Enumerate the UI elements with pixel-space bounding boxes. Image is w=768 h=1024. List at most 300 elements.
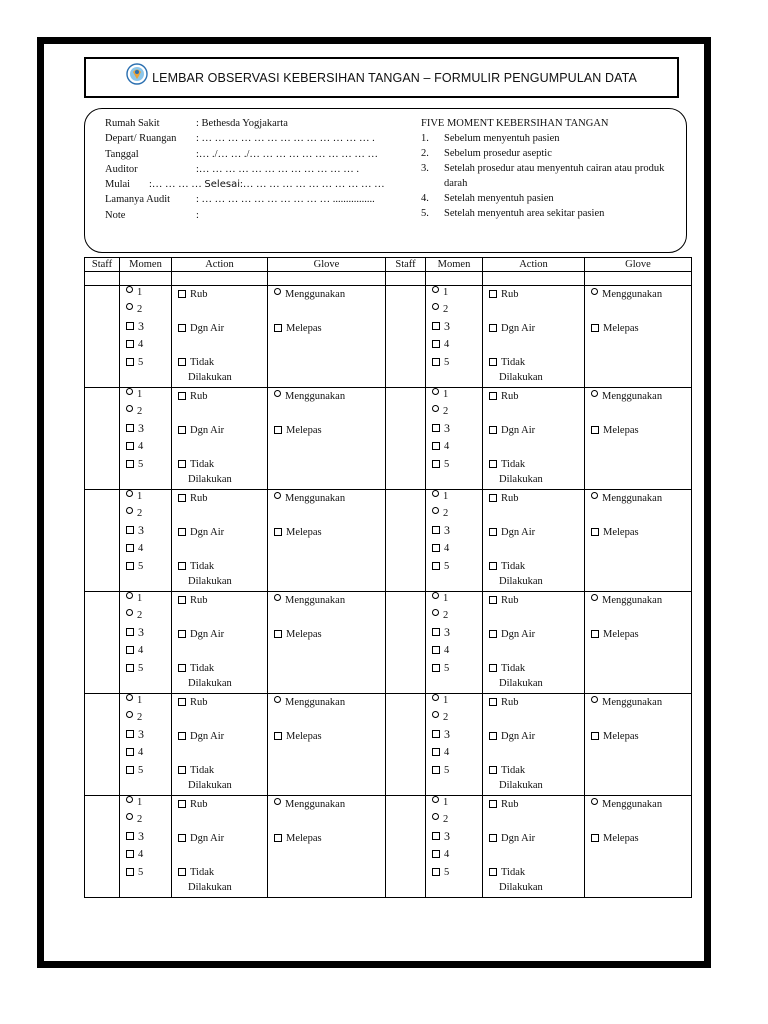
table-spacer-row: [85, 272, 692, 286]
momen-option-3[interactable]: 3: [126, 319, 144, 334]
checkbox-icon: [591, 426, 599, 434]
action-tidak-option[interactable]: Tidak: [489, 867, 525, 878]
momen-option-2[interactable]: 2: [126, 712, 142, 723]
momen-option-1[interactable]: 1: [432, 389, 448, 400]
checkbox-icon: [489, 698, 497, 706]
radio-icon: [432, 405, 439, 412]
radio-icon: [274, 288, 281, 295]
field-selesai[interactable]: :… … … … … … … … … … …: [239, 179, 385, 190]
checkbox-icon: [126, 664, 134, 672]
staff-cell[interactable]: [386, 694, 426, 796]
radio-icon: [432, 303, 439, 310]
radio-icon: [126, 388, 133, 395]
info-box: [84, 108, 687, 253]
action-cell: [483, 490, 585, 592]
label-mulai: Mulai: [105, 179, 131, 190]
checkbox-icon: [432, 562, 440, 570]
staff-cell[interactable]: [85, 592, 120, 694]
action-cell: [172, 592, 268, 694]
glove-use-option[interactable]: Menggunakan: [591, 289, 662, 300]
action-tidak-option[interactable]: Tidak: [178, 561, 214, 572]
momen-option-3[interactable]: 3: [432, 319, 450, 334]
momen-option-2[interactable]: 2: [432, 610, 448, 621]
radio-icon: [591, 798, 598, 805]
momen-option-5[interactable]: 5: [126, 357, 143, 368]
staff-cell[interactable]: [85, 286, 120, 388]
checkbox-icon: [489, 460, 497, 468]
checkbox-icon: [126, 526, 134, 534]
radio-icon: [591, 390, 598, 397]
action-cell: [172, 796, 268, 898]
checkbox-icon: [432, 868, 440, 876]
header-staff: Staff: [386, 258, 426, 272]
momen-option-2[interactable]: 2: [432, 508, 448, 519]
checkbox-icon: [126, 340, 134, 348]
momen-cell: [426, 388, 483, 490]
momen-option-4[interactable]: 4: [432, 645, 449, 656]
checkbox-icon: [126, 322, 134, 330]
momen-option-4[interactable]: 4: [432, 441, 449, 452]
checkbox-icon: [178, 698, 186, 706]
action-tidak-option[interactable]: Tidak: [178, 765, 214, 776]
checkbox-icon: [178, 562, 186, 570]
action-cell: [483, 694, 585, 796]
action-cell: [483, 388, 585, 490]
radio-icon: [274, 798, 281, 805]
radio-icon: [432, 694, 439, 701]
momen-option-2[interactable]: 2: [432, 304, 448, 315]
field-lamanya[interactable]: : … … … … … … … … … … ................: [196, 194, 375, 205]
momen-option-4[interactable]: 4: [126, 645, 143, 656]
glove-use-option[interactable]: Menggunakan: [591, 697, 662, 708]
action-air-option[interactable]: Dgn Air: [178, 323, 224, 334]
glove-use-option[interactable]: Menggunakan: [274, 289, 345, 300]
momen-option-3[interactable]: 3: [126, 727, 144, 742]
action-rub-option[interactable]: Rub: [489, 595, 519, 606]
field-note[interactable]: :: [196, 210, 199, 221]
glove-cell: [268, 796, 386, 898]
moment-item: 5. Setelah menyentuh area sekitar pasien: [421, 208, 605, 219]
momen-option-2[interactable]: 2: [126, 304, 142, 315]
action-rub-option[interactable]: Rub: [178, 289, 208, 300]
momen-option-2[interactable]: 2: [432, 406, 448, 417]
action-dilakukan-label: Dilakukan: [188, 474, 232, 485]
checkbox-icon: [489, 664, 497, 672]
glove-remove-option[interactable]: Melepas: [591, 833, 639, 844]
glove-use-option[interactable]: Menggunakan: [274, 391, 345, 402]
momen-option-5[interactable]: 5: [126, 765, 143, 776]
checkbox-icon: [432, 628, 440, 636]
staff-cell[interactable]: [386, 592, 426, 694]
glove-use-option[interactable]: Menggunakan: [591, 799, 662, 810]
momen-option-4[interactable]: 4: [126, 339, 143, 350]
checkbox-icon: [178, 868, 186, 876]
checkbox-icon: [432, 460, 440, 468]
action-dilakukan-label: Dilakukan: [499, 576, 543, 587]
glove-remove-option[interactable]: Melepas: [591, 527, 639, 538]
action-tidak-option[interactable]: Tidak: [178, 867, 214, 878]
checkbox-icon: [432, 340, 440, 348]
field-auditor[interactable]: :… … … … … … … … … … … … .: [196, 164, 360, 175]
checkbox-icon: [432, 442, 440, 450]
glove-cell: [585, 286, 692, 388]
radio-icon: [126, 813, 133, 820]
radio-icon: [126, 694, 133, 701]
action-rub-option[interactable]: Rub: [489, 289, 519, 300]
radio-icon: [274, 594, 281, 601]
field-tanggal[interactable]: :… ./… … ./… … … … … … … … … …: [196, 149, 379, 160]
checkbox-icon: [432, 748, 440, 756]
momen-option-1[interactable]: 1: [432, 797, 448, 808]
label-auditor: Auditor: [105, 164, 138, 175]
momen-option-3[interactable]: 3: [432, 625, 450, 640]
checkbox-icon: [126, 628, 134, 636]
header-glove: Glove: [268, 258, 386, 272]
momen-option-2[interactable]: 2: [432, 712, 448, 723]
moment-item: 2. Sebelum prosedur aseptic: [421, 148, 552, 159]
momen-option-2[interactable]: 2: [126, 610, 142, 621]
glove-remove-option[interactable]: Melepas: [274, 323, 322, 334]
checkbox-icon: [432, 544, 440, 552]
glove-cell: [268, 286, 386, 388]
checkbox-icon: [178, 596, 186, 604]
checkbox-icon: [126, 424, 134, 432]
action-rub-option[interactable]: Rub: [178, 697, 208, 708]
action-air-option[interactable]: Dgn Air: [178, 833, 224, 844]
staff-cell[interactable]: [85, 796, 120, 898]
field-depart[interactable]: : … … … … … … … … … … … … … .: [196, 133, 375, 144]
momen-option-4[interactable]: 4: [432, 339, 449, 350]
glove-cell: [585, 388, 692, 490]
radio-icon: [432, 388, 439, 395]
momen-option-3[interactable]: 3: [126, 625, 144, 640]
action-cell: [172, 694, 268, 796]
staff-cell[interactable]: [85, 490, 120, 592]
momen-option-5[interactable]: 5: [432, 867, 449, 878]
momen-option-2[interactable]: 2: [126, 814, 142, 825]
glove-remove-option[interactable]: Melepas: [591, 323, 639, 334]
header-action: Action: [172, 258, 268, 272]
action-rub-option[interactable]: Rub: [178, 595, 208, 606]
action-cell: [172, 286, 268, 388]
momen-option-1[interactable]: 1: [126, 695, 142, 706]
action-tidak-option[interactable]: Tidak: [489, 357, 525, 368]
checkbox-icon: [178, 664, 186, 672]
label-selesai: Selesai: [204, 179, 240, 190]
momen-option-2[interactable]: 2: [126, 508, 142, 519]
checkbox-icon: [274, 834, 282, 842]
radio-icon: [432, 796, 439, 803]
label-depart: Depart/ Ruangan: [105, 133, 177, 144]
momen-cell: [426, 694, 483, 796]
momen-option-5[interactable]: 5: [432, 561, 449, 572]
checkbox-icon: [489, 800, 497, 808]
title-box: [84, 57, 679, 98]
field-mulai[interactable]: :… … … …: [149, 179, 202, 190]
staff-cell[interactable]: [386, 286, 426, 388]
momen-option-5[interactable]: 5: [432, 663, 449, 674]
momen-cell: [426, 490, 483, 592]
table-row: [85, 286, 692, 388]
header-momen: Momen: [426, 258, 483, 272]
checkbox-icon: [432, 322, 440, 330]
header-action: Action: [483, 258, 585, 272]
momen-cell: [120, 694, 172, 796]
momen-option-1[interactable]: 1: [126, 797, 142, 808]
radio-icon: [126, 405, 133, 412]
momen-option-4[interactable]: 4: [126, 441, 143, 452]
action-air-option[interactable]: Dgn Air: [489, 731, 535, 742]
glove-cell: [585, 490, 692, 592]
action-cell: [483, 796, 585, 898]
action-tidak-option[interactable]: Tidak: [489, 663, 525, 674]
checkbox-icon: [178, 426, 186, 434]
glove-cell: [585, 592, 692, 694]
momen-option-1[interactable]: 1: [432, 491, 448, 502]
checkbox-icon: [432, 358, 440, 366]
glove-remove-option[interactable]: Melepas: [274, 731, 322, 742]
momen-option-4[interactable]: 4: [126, 849, 143, 860]
checkbox-icon: [274, 426, 282, 434]
glove-cell: [585, 796, 692, 898]
glove-remove-option[interactable]: Melepas: [591, 731, 639, 742]
momen-option-3[interactable]: 3: [126, 421, 144, 436]
radio-icon: [591, 288, 598, 295]
glove-cell: [268, 592, 386, 694]
checkbox-icon: [126, 562, 134, 570]
momen-option-3[interactable]: 3: [432, 421, 450, 436]
action-tidak-option[interactable]: Tidak: [178, 459, 214, 470]
action-rub-option[interactable]: Rub: [178, 799, 208, 810]
glove-remove-option[interactable]: Melepas: [274, 833, 322, 844]
checkbox-icon: [126, 850, 134, 858]
checkbox-icon: [178, 800, 186, 808]
glove-use-option[interactable]: Menggunakan: [274, 493, 345, 504]
table-header-row: [85, 258, 692, 272]
radio-icon: [126, 711, 133, 718]
radio-icon: [126, 609, 133, 616]
label-note: Note: [105, 210, 126, 221]
action-air-option[interactable]: Dgn Air: [489, 323, 535, 334]
action-air-option[interactable]: Dgn Air: [489, 629, 535, 640]
checkbox-icon: [126, 460, 134, 468]
checkbox-icon: [126, 868, 134, 876]
hospital-logo-icon: [126, 63, 148, 85]
checkbox-icon: [591, 528, 599, 536]
action-tidak-option[interactable]: Tidak: [489, 459, 525, 470]
checkbox-icon: [432, 832, 440, 840]
momen-option-5[interactable]: 5: [432, 765, 449, 776]
five-moment-list: [421, 118, 681, 221]
radio-icon: [126, 303, 133, 310]
glove-use-option[interactable]: Menggunakan: [274, 595, 345, 606]
momen-option-5[interactable]: 5: [126, 867, 143, 878]
checkbox-icon: [591, 324, 599, 332]
glove-use-option[interactable]: Menggunakan: [591, 493, 662, 504]
momen-option-1[interactable]: 1: [432, 593, 448, 604]
checkbox-icon: [126, 766, 134, 774]
action-air-option[interactable]: Dgn Air: [489, 527, 535, 538]
momen-option-1[interactable]: 1: [432, 695, 448, 706]
checkbox-icon: [489, 596, 497, 604]
action-cell: [172, 490, 268, 592]
radio-icon: [274, 492, 281, 499]
momen-cell: [426, 592, 483, 694]
radio-icon: [126, 796, 133, 803]
action-rub-option[interactable]: Rub: [178, 391, 208, 402]
momen-option-1[interactable]: 1: [126, 593, 142, 604]
checkbox-icon: [432, 850, 440, 858]
radio-icon: [274, 696, 281, 703]
staff-cell[interactable]: [386, 796, 426, 898]
momen-option-5[interactable]: 5: [432, 357, 449, 368]
momen-option-1[interactable]: 1: [126, 287, 142, 298]
action-cell: [483, 592, 585, 694]
momen-option-2[interactable]: 2: [432, 814, 448, 825]
staff-cell[interactable]: [386, 388, 426, 490]
action-rub-option[interactable]: Rub: [489, 799, 519, 810]
action-air-option[interactable]: Dgn Air: [178, 527, 224, 538]
radio-icon: [126, 592, 133, 599]
checkbox-icon: [432, 646, 440, 654]
radio-icon: [591, 696, 598, 703]
glove-use-option[interactable]: Menggunakan: [274, 697, 345, 708]
radio-icon: [432, 813, 439, 820]
action-air-option[interactable]: Dgn Air: [178, 731, 224, 742]
glove-remove-option[interactable]: Melepas: [274, 425, 322, 436]
glove-use-option[interactable]: Menggunakan: [591, 391, 662, 402]
moment-item: 3. Setelah prosedur atau menyentuh cairan atau produk darah: [421, 163, 665, 189]
momen-cell: [120, 388, 172, 490]
action-rub-option[interactable]: Rub: [489, 493, 519, 504]
action-air-option[interactable]: Dgn Air: [489, 425, 535, 436]
table-row: [85, 592, 692, 694]
momen-cell: [120, 796, 172, 898]
momen-option-3[interactable]: 3: [432, 523, 450, 538]
checkbox-icon: [274, 528, 282, 536]
action-air-option[interactable]: Dgn Air: [178, 425, 224, 436]
glove-use-option[interactable]: Menggunakan: [274, 799, 345, 810]
action-dilakukan-label: Dilakukan: [188, 576, 232, 587]
action-dilakukan-label: Dilakukan: [188, 882, 232, 893]
momen-cell: [426, 796, 483, 898]
five-moment-title: FIVE MOMENT KEBERSIHAN TANGAN: [421, 118, 609, 129]
glove-remove-option[interactable]: Melepas: [591, 629, 639, 640]
radio-icon: [432, 711, 439, 718]
action-air-option[interactable]: Dgn Air: [489, 833, 535, 844]
momen-option-1[interactable]: 1: [432, 287, 448, 298]
momen-cell: [426, 286, 483, 388]
action-dilakukan-label: Dilakukan: [499, 882, 543, 893]
header-momen: Momen: [120, 258, 172, 272]
checkbox-icon: [178, 324, 186, 332]
staff-cell[interactable]: [85, 694, 120, 796]
glove-remove-option[interactable]: Melepas: [591, 425, 639, 436]
checkbox-icon: [591, 630, 599, 638]
momen-option-4[interactable]: 4: [126, 543, 143, 554]
checkbox-icon: [432, 424, 440, 432]
action-cell: [483, 286, 585, 388]
checkbox-icon: [126, 442, 134, 450]
label-rumah-sakit: Rumah Sakit: [105, 118, 160, 129]
checkbox-icon: [126, 832, 134, 840]
form-title: LEMBAR OBSERVASI KEBERSIHAN TANGAN – FORMULIR PENGUMPULAN DATA: [152, 70, 637, 85]
momen-option-4[interactable]: 4: [432, 849, 449, 860]
checkbox-icon: [432, 766, 440, 774]
staff-cell[interactable]: [386, 490, 426, 592]
action-tidak-option[interactable]: Tidak: [178, 663, 214, 674]
action-dilakukan-label: Dilakukan: [499, 780, 543, 791]
glove-cell: [268, 388, 386, 490]
momen-option-1[interactable]: 1: [126, 491, 142, 502]
radio-icon: [432, 286, 439, 293]
momen-option-5[interactable]: 5: [126, 561, 143, 572]
checkbox-icon: [126, 544, 134, 552]
checkbox-icon: [178, 290, 186, 298]
moment-item: 1. Sebelum menyentuh pasien: [421, 133, 560, 144]
action-rub-option[interactable]: Rub: [489, 391, 519, 402]
momen-option-4[interactable]: 4: [432, 543, 449, 554]
label-lamanya: Lamanya Audit: [105, 194, 171, 205]
momen-option-3[interactable]: 3: [126, 523, 144, 538]
checkbox-icon: [432, 730, 440, 738]
checkbox-icon: [591, 732, 599, 740]
momen-cell: [120, 592, 172, 694]
momen-option-5[interactable]: 5: [126, 459, 143, 470]
glove-cell: [585, 694, 692, 796]
checkbox-icon: [178, 392, 186, 400]
checkbox-icon: [178, 630, 186, 638]
glove-remove-option[interactable]: Melepas: [274, 527, 322, 538]
radio-icon: [432, 592, 439, 599]
momen-option-2[interactable]: 2: [126, 406, 142, 417]
action-rub-option[interactable]: Rub: [178, 493, 208, 504]
glove-use-option[interactable]: Menggunakan: [591, 595, 662, 606]
momen-option-3[interactable]: 3: [126, 829, 144, 844]
action-tidak-option[interactable]: Tidak: [489, 561, 525, 572]
moment-item: 4. Setelah menyentuh pasien: [421, 193, 554, 204]
observation-table: [84, 257, 692, 898]
checkbox-icon: [178, 460, 186, 468]
momen-option-5[interactable]: 5: [432, 459, 449, 470]
action-rub-option[interactable]: Rub: [489, 697, 519, 708]
action-dilakukan-label: Dilakukan: [188, 780, 232, 791]
momen-option-3[interactable]: 3: [432, 727, 450, 742]
momen-option-1[interactable]: 1: [126, 389, 142, 400]
checkbox-icon: [489, 426, 497, 434]
momen-option-3[interactable]: 3: [432, 829, 450, 844]
action-air-option[interactable]: Dgn Air: [178, 629, 224, 640]
checkbox-icon: [274, 732, 282, 740]
checkbox-icon: [489, 868, 497, 876]
header-glove: Glove: [585, 258, 692, 272]
action-dilakukan-label: Dilakukan: [188, 678, 232, 689]
staff-cell[interactable]: [85, 388, 120, 490]
checkbox-icon: [178, 834, 186, 842]
momen-option-4[interactable]: 4: [432, 747, 449, 758]
radio-icon: [591, 594, 598, 601]
checkbox-icon: [178, 358, 186, 366]
action-tidak-option[interactable]: Tidak: [489, 765, 525, 776]
action-dilakukan-label: Dilakukan: [499, 372, 543, 383]
momen-option-5[interactable]: 5: [126, 663, 143, 674]
checkbox-icon: [178, 494, 186, 502]
action-tidak-option[interactable]: Tidak: [178, 357, 214, 368]
checkbox-icon: [489, 392, 497, 400]
checkbox-icon: [489, 494, 497, 502]
momen-option-4[interactable]: 4: [126, 747, 143, 758]
glove-remove-option[interactable]: Melepas: [274, 629, 322, 640]
